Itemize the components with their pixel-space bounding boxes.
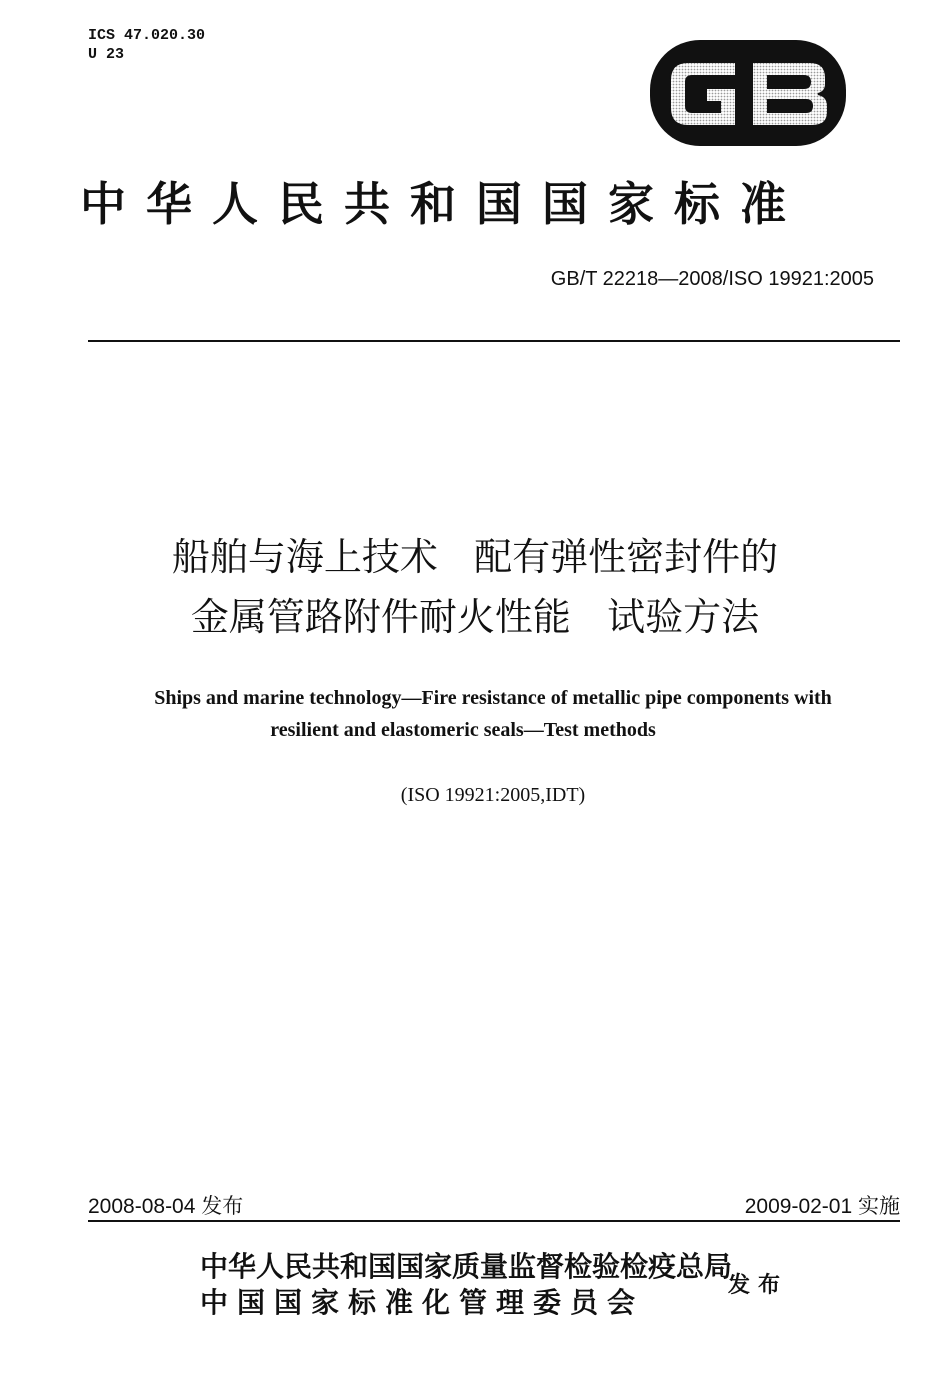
english-title-line-2: resilient and elastomeric seals—Test methods (270, 719, 656, 741)
chinese-title-line-1: 船舶与海上技术 配有弹性密封件的 (171, 535, 779, 579)
iso-equivalence: (ISO 19921:2005,IDT) (400, 784, 586, 806)
national-standard-title: 中华人民共和国国家标准 (80, 177, 806, 231)
top-divider (88, 340, 900, 342)
english-title-line-1: Ships and marine technology—Fire resistance of metallic pipe components with (154, 687, 832, 709)
chinese-title-line-2: 金属管路附件耐火性能 试验方法 (190, 595, 760, 639)
issuer-aqsiq: 中华人民共和国国家质量监督检验检疫总局 (200, 1250, 733, 1283)
ccs-code: U 23 (88, 46, 125, 63)
issuer-sac: 中国国家标准化管理委员会 (200, 1286, 645, 1319)
implementation-date: 2009-02-01 实施 (744, 1195, 900, 1218)
standard-number: GB/T 22218—2008/ISO 19921:2005 (550, 268, 874, 290)
classification-codes (88, 26, 205, 64)
issue-date: 2008-08-04 发布 (88, 1195, 244, 1218)
ics-code: ICS 47.020.30 (88, 27, 206, 44)
bottom-divider (88, 1220, 900, 1222)
gb-logo (648, 38, 848, 148)
publish-label: 发布 (728, 1272, 789, 1298)
